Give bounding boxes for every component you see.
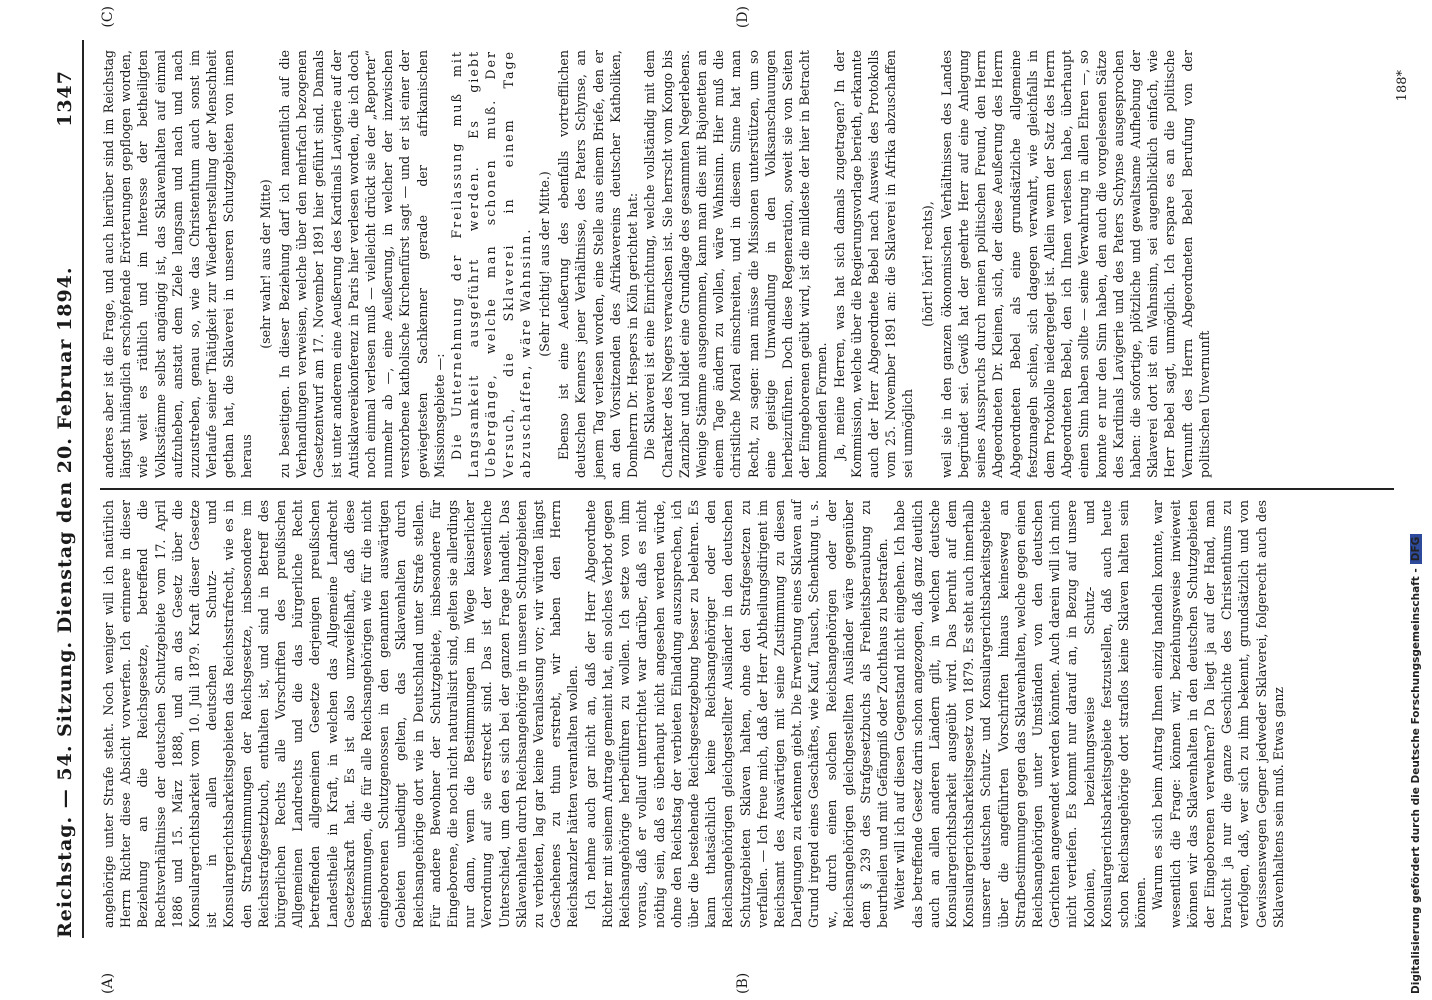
- interjection: (sehr wahr! aus der Mitte): [257, 179, 273, 349]
- digitization-label: Digitalisierung gefördert durch die Deutsche Forschungsgemeinschaft -: [1410, 568, 1422, 994]
- page-number: 1347: [54, 70, 76, 127]
- paragraph: Ja, meine Herren, was hat sich damals zugetragen? In der Kommission, welche über die Regierungsvorlage berieth, erkannte auch der Herr Abgeordnete Bebel nach Ausweis des Protokolls vom 25. November 1891 an: die Sklaverei in Afrika abzuschaffen sei unmöglich: [831, 50, 916, 478]
- header-title: Reichstag. — 54. Sitzung. Dienstag den 20. Februar 1894.: [54, 266, 76, 938]
- margin-marker-b: (B): [735, 972, 751, 994]
- margin-marker-d: (D): [735, 6, 751, 29]
- text-columns: [100, 40, 1394, 938]
- paragraph: Ich nehme auch gar nicht an, daß der Herr Abgeordnete Richter mit seinem Antrage gemeint hat, ein solches Verbot gegen Reichsangehörige herbeiführen zu wollen. Ich setze von ihm voraus, daß er vollauf unterrichtet war darüber, daß es nicht nöthig sein, daß es überhaupt nicht angesehen werden würde, ohne den Reichstag der verbieten Einladung auszusprechen, ich über die bestehende Reichsgesetzgebung besser zu belehren. Es kann thatsächlich keine Reichsangehöriger oder den Reichsangehörigen gleichgestellter Ausländer in den deutschen Schutzgebieten Sklaven halten, ohne den Strafgesetzen zu verfallen. — Ich freue mich, daß der Herr Abtheilungsdirigent im Reichsamt des Auswärtigen mit seine Zustimmung zu diesen Darlegungen zu erkennen giebt. Die Erwerbung eines Sklaven auf Grund irgend eines Geschäftes, wie Kauf, Tausch, Schenkung u. s. w., durch einen solchen Reichsangehörigen oder der Reichsangehörigen gleichgestellten Ausländer wäre gegenüber dem § 239 des Strafgesetzbuchs als Freiheitsberaubung zu beurtheilen und mit Gefängniß oder Zuchthaus zu bestrafen.: [582, 500, 891, 928]
- paragraph: Weiter will ich auf diesen Gegenstand nicht eingehen. Ich habe das betreffende Gesetz darin schon angezogen, daß ganz deutlich auch an allen anderen Ländern gilt, in welchen deutsche Konsulargerichtsbarkeit ausgeübt wird. Das beruht auf dem Konsulargerichtsbarkeitsgesetz von 1879. Es steht auch innerhalb unserer deutschen Schutz- und Konsulargerichtsbarkeitsgebiete über die angeführten Vorschriften hinaus keinesweg an Strafbestimmungen gegen das Sklavenhalten, welche gegen einen Reichsangehörigen unter Umständen von den deutschen Gerichten angewendet werden könnten. Auch darein will ich mich nicht vertiefen. Es kommt nur darauf an, in Bezug auf unsere Kolonien, beziehungsweise Schutz- und Konsulargerichtsbarkeitsgebiete festzustellen, daß auch heute schon Reichsangehörige dort straflos keine Sklaven halten sein können.: [892, 500, 1149, 928]
- dfg-logo-badge: DFG: [1410, 534, 1422, 565]
- interjection: (hört! hört! rechts),: [919, 201, 935, 327]
- right-column: [100, 40, 1394, 488]
- column-divider: [100, 488, 1394, 490]
- paragraph: Ebenso ist eine Aeußerung des ebenfalls vortrefflichen deutschen Kenners jener Verhältnisse, des Paters Schynse, an jenem Tag verlesen worden, eine Stelle aus einem Briefe, den er an den Vorsitzenden des Afrikavereins deutscher Katholiken, Domherrn Dr. Hespers in Köln gerichtet hat:: [556, 50, 641, 478]
- quotation: Die Sklaverei ist eine Einrichtung, welche vollständig mit dem Charakter des Negers verwachsen ist. Sie herrscht vom Kongo bis Zanzibar und bildet eine Grundlage des gesammten Negerlebens. Wenige Stämme ausgenommen, kann man dies mit Bajonetten an einem Tage ändern zu wollen, wäre Wahnsinn. Hier muß die christliche Moral einschreiten, und in diesem Sinne hat man Recht, zu sagen: man müsse die Missionen unterstützen, um so eine geistige Umwandlung in den Volksanschauungen herbeizuführen. Doch diese Regeneration, soweit sie von Seiten der Eingeborenen geübt wird, ist die mildeste der hier in Betracht kommenden Formen.: [642, 50, 830, 478]
- paragraph: zu beseitigen. In dieser Beziehung darf ich namentlich auf die Verhandlungen verweisen, welche über den mehrfach bezogenen Gesetzentwurf am 17. November 1891 hier geführt sind. Damals ist unter anderem eine Aeußerung des Kardinals Lavigerie auf der Antisklavereikonferenz in Paris hier verlesen worden, die ich doch noch einmal verlesen muß — vielleicht drückt sie der „Reporter“ nunmehr ab —, eine Aeußerung, in welcher der inzwischen verstorbene katholische Kirchenfürst sagt — und er ist einer der gewiegtesten Sachkenner gerade der afrikanischen Missionsgebiete —:: [277, 50, 447, 478]
- left-column: [100, 490, 1394, 938]
- paragraph: weil sie in den ganzen ökonomischen Verhältnissen des Landes begründet sei. Gewiß hat der geehrte Herr auf eine Anlegung seines Ausspruchs durch meinen politischen Freund, den Herrn Abgeordneten Dr. Kleinen, sich, der diese Aeußerung des Herrn Abgeordneten Bebel als eine grundsätzliche allgemeine festzunageln schien, sich dagegen verwahrt, wie gleichfalls in dem Protokolle niedergelegt ist. Allein wenn der Satz des Herrn Abgeordneten Bebel, den ich Ihnen verlesen habe, überhaupt einen Sinn haben sollte — seine Verwahrung in allen Ehren —, so konnte er nur den Sinn haben, den auch die vorgelesenen Sätze des Kardinals Lavigerie und des Paters Schynse ausgesprochen haben: die sofortige, plötzliche und gewaltsame Aufhebung der Sklaverei dort ist ein Wahnsinn, sei augenblicklich einfach, wie Herr Bebel sagt, unmöglich. Ich erspare es an die politische Vernunft des Herrn Abgeordneten Bebel Berufung von der politischen Unvernunft: [938, 50, 1212, 478]
- paragraph: Warum es sich beim Antrag Ihnen einzig handeln konnte, war wesentlich die Frage: können wir, beziehungsweise inwieweit können wir das Sklavenhalten in den deutschen Schutzgebieten der Eingeborenen verwehren? Da liegt ja auf der Hand, man braucht ja nur die ganze Geschichte des Christenthums zu verfolgen, daß, wer sich zu ihm bekennt, grundsätzlich und von Gewissenswegen Gegner jedweder Sklaverei, folgerecht auch des Sklavenhaltens sein muß. Etwas ganz: [1150, 500, 1286, 928]
- margin-marker-a: (A): [100, 972, 116, 994]
- interjection: (Sehr richtig! aus der Mitte.): [537, 171, 553, 357]
- digitization-note: [1404, 0, 1432, 1000]
- signature-mark: 188*: [1395, 70, 1410, 102]
- paragraph: angehörige unter Strafe steht. Noch weniger will ich natürlich Herrn Richter diese Absicht vorwerfen. Ich erinnere in dieser Beziehung an die Reichsgesetze, betreffend die Rechtsverhältnisse der deutschen Schutzgebiete vom 17. April 1886 und 15. März 1888, und an das Gesetz über die Konsulargerichtsbarkeit vom 10. Juli 1879. Kraft dieser Gesetze ist in allen deutschen Schutz- und Konsulargerichtsbarkeitsgebieten das Reichsstrafrecht, wie es in den Strafbestimmungen der Reichsgesetze, insbesondere im Reichsstrafgesetzbuch, enthalten ist, und sind in Betreff des bürgerlichen Rechts alle Vorschriften des preußischen Allgemeinen Landrechts und die das bürgerliche Recht betreffenden allgemeinen Gesetze derjenigen preußischen Landestheile in Kraft, in welchen das Allgemeine Landrecht Gesetzeskraft hat. Es ist also unzweifelhaft, daß diese Bestimmungen, die für alle Reichsangehörigen wie für die nicht eingeborenen Schutzgenossen in den genannten auswärtigen Gebieten unbedingt gelten, das Sklavenhalten durch Reichsangehörige dort wie in Deutschland unter Strafe stellen. Für andere Bewohner der Schutzgebiete, insbesondere für Eingeborene, die noch nicht naturalisirt sind, gelten sie allerdings nur dann, wenn die Bestimmungen im Wege kaiserlicher Verordnung auf sie erstreckt sind. Das ist der wesentliche Unterschied, um den es sich bei der ganzen Frage handelt. Das Sklavenhalten durch Reichsangehörige in unseren Schutzgebieten zu verbieten, lag gar keine Veranlassung vor; wir würden längst Geschehenes zu thun erstrebt, wir haben den Herrn Reichskanzler hätten verantalten wollen.: [101, 500, 581, 928]
- quotation: Die Unternehmung der Freilassung muß mit Langsamkeit ausgeführt werden. Es giebt Uebergänge, welche man schonen muß. Der Versuch, die Sklaverei in einem Tage abzuschaffen, wäre Wahnsinn.: [449, 50, 533, 478]
- paragraph: anderes aber ist die Frage, und auch hierüber sind im Reichstag längst hinlänglich erschöpfende Erörterungen gepflogen worden, wie weit es räthlich und im Interesse der betheiligten Volksstämme selbst angängig ist, das Sklavenhalten auf einmal aufzuheben, anstatt dem Ziele langsam und nach und nach zuzustreben, genau so, wie das Christenthum auch sonst im Verlaufe seiner Thätigkeit zur Wiederherstellung der Menschheit gethan hat, die Sklaverei in unseren Schutzgebieten von innen heraus: [101, 50, 254, 478]
- margin-marker-c: (C): [100, 6, 116, 28]
- digitization-text: [1410, 534, 1422, 994]
- page-header: [50, 40, 84, 938]
